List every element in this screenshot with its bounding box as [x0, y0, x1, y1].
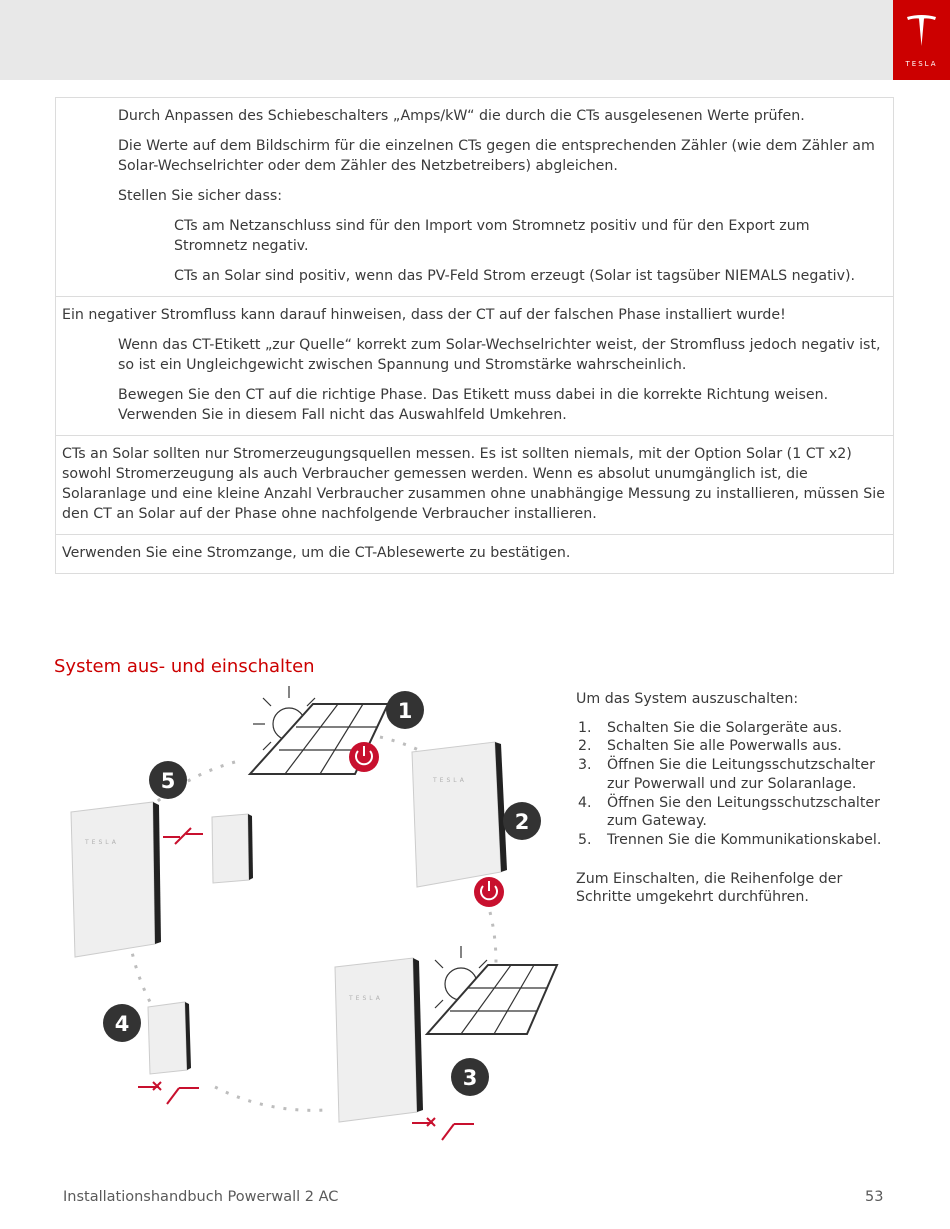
- note-paragraph: Ein negativer Stromfluss kann darauf hinweisen, dass der CT auf der falschen Phase installiert wurde!: [62, 307, 786, 323]
- power-button-icon: [349, 742, 379, 772]
- solar-panel-bottom: [427, 946, 557, 1034]
- footer-doc-title: Installationshandbuch Powerwall 2 AC: [63, 1189, 339, 1205]
- step-number: 5.: [578, 831, 592, 848]
- shutdown-step: [576, 831, 896, 850]
- step-badge-1: [386, 691, 424, 729]
- note-paragraph: Stellen Sie sicher dass:: [118, 188, 283, 204]
- notes-row: [56, 436, 894, 535]
- notes-row: [56, 535, 894, 574]
- step-number: 1.: [578, 719, 592, 736]
- step-text: Schalten Sie die Solargeräte aus.: [607, 719, 843, 736]
- svg-text:2: 2: [514, 810, 530, 834]
- shutdown-intro: Um das System auszuschalten:: [576, 691, 799, 707]
- powerwall-5-label: TESLA: [85, 839, 119, 846]
- gateway-4: [148, 1002, 191, 1074]
- step-text: Trennen Sie die Kommunikationskabel.: [607, 831, 882, 848]
- svg-text:1: 1: [397, 699, 413, 723]
- svg-text:5: 5: [160, 769, 176, 793]
- step-badge-3: [451, 1058, 489, 1096]
- open-breaker-icon: [138, 1082, 199, 1104]
- step-badge-2: [503, 802, 541, 840]
- powerwall-2-label: TESLA: [433, 777, 467, 784]
- note-paragraph: Die Werte auf dem Bildschirm für die einzelnen CTs gegen die entsprechenden Zähler (wie dem Zähler am Solar-Wechselrichter oder dem Zähler des Netzbetreibers) abgleichen.: [118, 138, 875, 174]
- shutdown-steps-list: [576, 719, 896, 850]
- note-paragraph: CTs an Solar sind positiv, wenn das PV-Feld Strom erzeugt (Solar ist tagsüber NIEMALS negativ).: [174, 268, 856, 284]
- open-breaker-icon: [412, 1118, 474, 1140]
- note-paragraph: Verwenden Sie eine Stromzange, um die CT-Ablesewerte zu bestätigen.: [62, 545, 571, 561]
- page-number: 53: [865, 1189, 884, 1205]
- notes-cell: [56, 297, 894, 436]
- section-title: System aus- und einschalten: [54, 656, 315, 677]
- note-paragraph: Bewegen Sie den CT auf die richtige Phase. Das Etikett muss dabei in die korrekte Richtung weisen. Verwenden Sie in diesem Fall nicht das Auswahlfeld Umkehren.: [118, 387, 829, 423]
- shutdown-step: [576, 794, 896, 831]
- powerwall-3: [335, 958, 423, 1122]
- shutdown-step: [576, 737, 896, 756]
- power-button-icon: [474, 877, 504, 907]
- gateway-5: [212, 814, 253, 883]
- step-number: 4.: [578, 794, 592, 811]
- notes-row: [56, 297, 894, 436]
- startup-note: Zum Einschalten, die Reihenfolge der Schritte umgekehrt durchführen.: [576, 870, 843, 906]
- disconnected-cable-icon: [163, 828, 203, 844]
- step-text: Schalten Sie alle Powerwalls aus.: [607, 738, 842, 755]
- step-number: 3.: [578, 757, 592, 774]
- notes-cell: [56, 98, 894, 297]
- shutdown-diagram: [55, 682, 565, 1142]
- step-text: Öffnen Sie den Leitungsschutzschalter zum Gateway.: [607, 794, 880, 830]
- logo-wordmark: TESLA: [905, 60, 938, 68]
- note-paragraph: Durch Anpassen des Schiebeschalters „Amps/kW“ die durch die CTs ausgelesenen Werte prüfen.: [118, 108, 805, 124]
- note-paragraph: Wenn das CT-Etikett „zur Quelle“ korrekt zum Solar-Wechselrichter weist, der Stromfluss jedoch negativ ist, so ist ein Ungleichgewicht zwischen Spannung und Stromstärke wahrscheinlich.: [118, 337, 881, 373]
- step-badge-4: [103, 1004, 141, 1042]
- tesla-logo: [893, 0, 950, 80]
- note-paragraph: CTs am Netzanschluss sind für den Import vom Stromnetz positiv und für den Export zum Stromnetz negativ.: [174, 218, 810, 254]
- step-text: Öffnen Sie die Leitungsschutzschalter zur Powerwall und zur Solaranlage.: [607, 757, 875, 792]
- svg-text:3: 3: [462, 1066, 478, 1090]
- notes-table: [55, 97, 894, 574]
- header-bar: [0, 0, 950, 80]
- step-number: 2.: [578, 738, 592, 755]
- notes-row: [56, 98, 894, 297]
- svg-text:4: 4: [114, 1012, 130, 1036]
- powerwall-2: [412, 742, 507, 887]
- step-badge-5: [149, 761, 187, 799]
- notes-cell: [56, 535, 894, 574]
- notes-cell: [56, 436, 894, 535]
- shutdown-step: [576, 756, 896, 793]
- powerwall-5: [71, 802, 161, 957]
- shutdown-instructions: [576, 690, 896, 907]
- shutdown-step: [576, 719, 896, 738]
- powerwall-3-label: TESLA: [349, 995, 383, 1002]
- note-paragraph: CTs an Solar sollten nur Stromerzeugungsquellen messen. Es ist sollten niemals, mit der Option Solar (1 CT x2) sowohl Stromerzeugung als auch Verbraucher gemessen werden. Wenn es absolut unumgänglich ist, die Solaranlage und eine kleine Anzahl Verbraucher zusammen ohne unabhängige Messung zu installieren, müssen Sie den CT an Solar auf der Phase ohne nachfolgende Verbraucher installieren.: [62, 446, 885, 522]
- tesla-t-icon: [906, 14, 937, 54]
